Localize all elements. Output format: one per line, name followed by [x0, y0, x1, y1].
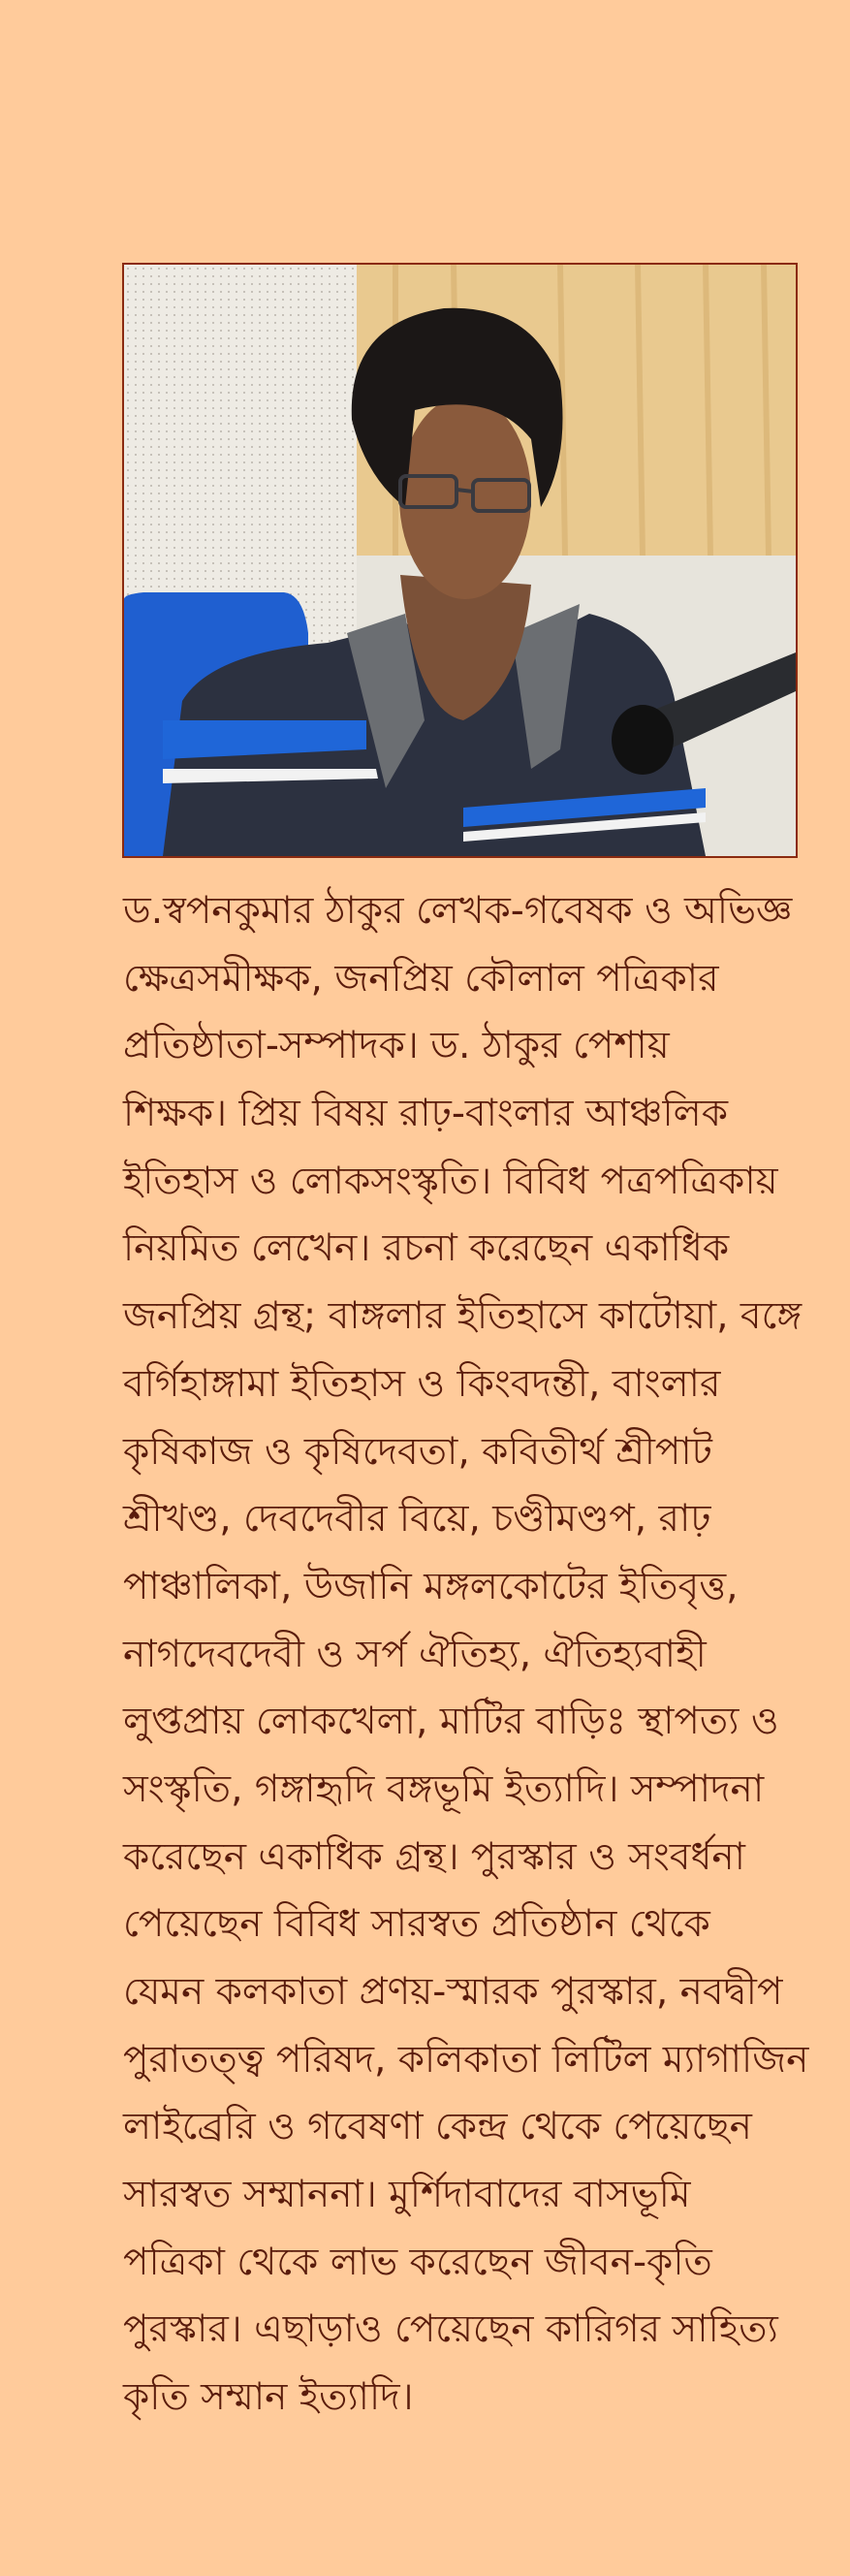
author-biography [123, 877, 850, 2432]
bio-line: পাঞ্চালিকা, উজানি মঙ্গলকোটের ইতিবৃত্ত, [123, 1564, 739, 1608]
bio-line: পত্রিকা থেকে লাভ করেছেন জীবন-কৃতি [123, 2240, 712, 2284]
bio-line: পুরাতত্ত্ব পরিষদ, কলিকাতা লিটিল ম্যাগাজিন [123, 2037, 809, 2082]
bio-line: করেছেন একাধিক গ্রন্থ। পুরস্কার ও সংবর্ধনা [123, 1834, 745, 1879]
bio-line: শিক্ষক। প্রিয় বিষয় রাঢ়-বাংলার আঞ্চলিক [123, 1092, 729, 1136]
bio-line: ড.স্বপনকুমার ঠাকুর লেখক-গবেষক ও অভিজ্ঞ [123, 889, 793, 933]
bio-line: প্রতিষ্ঠাতা-সম্পাদক। ড. ঠাকুর পেশায় [123, 1024, 670, 1068]
bio-line: সংস্কৃতি, গঙ্গাহৃদি বঙ্গভূমি ইত্যাদি। সম্পাদনা [123, 1766, 765, 1811]
bio-line: শ্রীখণ্ড, দেবদেবীর বিয়ে, চণ্ডীমণ্ডপ, রাঢ় [123, 1497, 711, 1542]
bio-line: ক্ষেত্রসমীক্ষক, জনপ্রিয় কৌলাল পত্রিকার [123, 956, 719, 1001]
bio-line: বর্গিহাঙ্গামা ইতিহাস ও কিংবদন্তী, বাংলার [123, 1361, 721, 1406]
bio-line: কৃতি সম্মান ইত্যাদি। [123, 2375, 414, 2420]
bio-line: লুপ্তপ্রায় লোকখেলা, মাটির বাড়িঃ স্থাপত্য ও [123, 1700, 779, 1744]
author-portrait-icon [124, 265, 796, 856]
author-photo [122, 263, 798, 858]
bio-line: নাগদেবদেবী ও সর্প ঐতিহ্য, ঐতিহ্যবাহী [123, 1632, 707, 1676]
bio-line: ইতিহাস ও লোকসংস্কৃতি। বিবিধ পত্রপত্রিকায় [123, 1159, 778, 1203]
bio-line: যেমন কলকাতা প্রণয়-স্মারক পুরস্কার, নবদ্বীপ [123, 1970, 783, 2014]
bio-line: কৃষিকাজ ও কৃষিদেবতা, কবিতীর্থ শ্রীপাট [123, 1429, 712, 1474]
bio-line: জনপ্রিয় গ্রন্থ; বাঙ্গলার ইতিহাসে কাটোয়া, বঙ্গে [123, 1294, 803, 1339]
bio-line: পুরস্কার। এছাড়াও পেয়েছেন কারিগর সাহিত্য [123, 2307, 778, 2352]
bio-line: পেয়েছেন বিবিধ সারস্বত প্রতিষ্ঠান থেকে [123, 1902, 710, 1947]
bio-line: লাইব্রেরি ও গবেষণা কেন্দ্র থেকে পেয়েছেন [123, 2105, 752, 2149]
bio-line: নিয়মিত লেখেন। রচনা করেছেন একাধিক [123, 1226, 730, 1271]
bio-line: সারস্বত সম্মাননা। মুর্শিদাবাদের বাসভূমি [123, 2173, 691, 2217]
